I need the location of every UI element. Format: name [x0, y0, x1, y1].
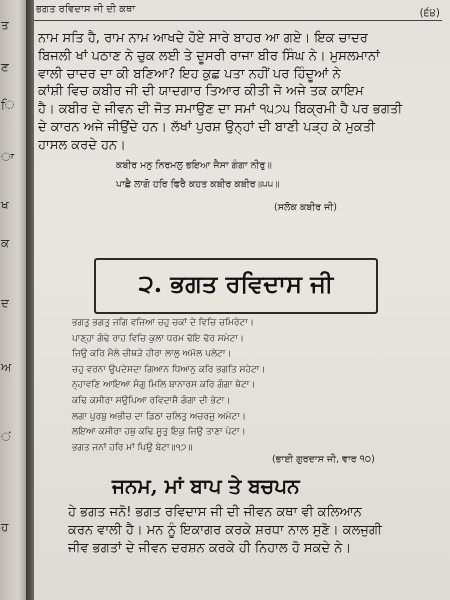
text-line: ਹੇ ਭਗਤ ਜਨੋ! ਭਗਤ ਰਵਿਦਾਸ ਜੀ ਦੀ ਜੀਵਨ ਕਥਾ ਵੀ ਕਲਿਆਨ [68, 505, 362, 520]
adjacent-page-fragment: ਕ [1, 236, 10, 250]
text-line: ਹਾਸਲ ਕਰਦੇ ਹਨ। [38, 137, 126, 153]
verse-line: ਕਢਿ ਕਸੀਰਾ ਸਉਪਿਆ ਰਵਿਦਾਸੈ ਗੰਗਾ ਦੀ ਭੇਟਾ। [72, 395, 231, 406]
paragraph-birth [68, 504, 438, 558]
page-header [34, 4, 450, 22]
bhai-gurdas-verse [72, 316, 265, 456]
paragraph-kabir-ending [38, 30, 438, 155]
verse-line: ਲਇਆ ਕਸੀਰਾ ਹਥੁ ਕਢਿ ਸੂਤੁ ਇਕੁ ਜਿਉ ਤਾਣਾ ਪੇਟਾ। [72, 427, 246, 438]
verse-line: ਲਗਾ ਪੁਰਬੁ ਅਭੀਚ ਦਾ ਡਿਠਾ ਚਲਿਤੁ ਅਚਰਜੁ ਅਮੇਟਾ। [72, 411, 246, 422]
running-title: ਭਗਤ ਰਵਿਦਾਸ ਜੀ ਦੀ ਕਥਾ [36, 4, 136, 15]
text-line: ਨਾਮ ਸਤਿ ਹੈ, ਰਾਮ ਨਾਮ ਆਖਦੇ ਹੋਏ ਸਾਰੇ ਬਾਹਰ ਆ ਗਏ। ਇਕ ਚਾਦਰ [38, 31, 368, 46]
page-number: (੬੪) [419, 6, 440, 19]
adjacent-page-fragment: ਖ [1, 198, 9, 212]
adjacent-page [0, 0, 26, 600]
kabir-salok-verse [116, 156, 280, 194]
verse-line: ਕਬੀਰ ਮਨੁ ਨਿਰਮਲੁ ਭਇਆ ਜੈਸਾ ਗੰਗਾ ਨੀਰੁ॥ [116, 160, 272, 171]
verse-line: ਭਗਤ ਜਨਾਂ ਹਰਿ ਮਾਂ ਪਿਉ ਬੇਟਾ॥੧੭॥ [72, 442, 193, 453]
verse-line: ਚਹੁ ਵਰਨਾ ਉਪਦੇਸਦਾ ਗਿਆਨ ਧਿਆਨੁ ਕਰਿ ਭਗਤਿ ਸਹੇਟਾ। [72, 364, 266, 375]
book-page [34, 0, 450, 600]
text-line: ਦੇ ਕਾਰਨ ਅਜੇ ਜੀਉਂਦੇ ਹਨ। ਲੱਖਾਂ ਪੁਰਸ਼ ਉਨ੍ਹਾਂ ਦੀ ਬਾਣੀ ਪੜ੍ਹ ਕੇ ਮੁਕਤੀ [38, 119, 376, 135]
adjacent-page-fragment: ਦ [1, 296, 9, 310]
text-line: ਜੀਵ ਭਗਤਾਂ ਦੇ ਜੀਵਨ ਦਰਸ਼ਨ ਕਰਕੇ ਹੀ ਨਿਹਾਲ ਹੋ ਸਕਦੇ ਨੇ। [68, 541, 352, 556]
verse-line: ਭਗਤੁ ਭਗਤੁ ਜਗਿ ਵਜਿਆ ਚਹੁ ਚਕਾਂ ਦੇ ਵਿਚਿ ਚਮਿਰੇਟਾ। [72, 318, 254, 328]
verse-line: ਪਾਣ੍ਹਾ ਗੰਢੇ ਰਾਹ ਵਿਚਿ ਕੁਲਾ ਧਰਮ ਢੋਇ ਢੋਰ ਸਮੇਟਾ। [72, 333, 244, 344]
header-rule [34, 20, 442, 21]
verse-line: ਪਾਛੈ ਲਾਗੋ ਹਰਿ ਫਿਰੈ ਕਹਤ ਕਬੀਰ ਕਬੀਰ॥੫੫॥ [116, 179, 280, 190]
book-gutter [26, 0, 34, 600]
text-line: ਕਾਂਸ਼ੀ ਵਿਚ ਕਬੀਰ ਜੀ ਦੀ ਯਾਦਗਾਰ ਤਿਆਰ ਕੀਤੀ ਜੋ ਅਜੇ ਤਕ ਕਾਇਮ [38, 84, 364, 100]
adjacent-page-fragment: ਹ [1, 520, 9, 534]
adjacent-page-fragment: ਿ [1, 98, 15, 112]
adjacent-page-fragment: ਅ [1, 360, 12, 374]
verse-line: ਜਿਉ ਕਰਿ ਮੈਲੇ ਚੀਥੜੇ ਹੀਰਾ ਲਾਲੁ ਅਮੋਲ ਪਲੇਟਾ। [72, 349, 232, 360]
adjacent-page-fragment: ਤ [1, 18, 9, 32]
adjacent-page-fragment: ਂ [1, 430, 11, 444]
verse-citation: (ਭਾਈ ਗੁਰਦਾਸ ਜੀ, ਵਾਰ ੧੦) [272, 454, 375, 465]
adjacent-page-fragment: ਾ [1, 150, 15, 164]
verse-citation: (ਸਲੋਕ ਕਬੀਰ ਜੀ) [274, 202, 337, 213]
text-line: ਬਿਜਲੀ ਖਾਂ ਪਠਾਣ ਨੇ ਚੁਕ ਲਈ ਤੇ ਦੂਸਰੀ ਰਾਜਾ ਬੀਰ ਸਿੰਘ ਨੇ। ਮੁਸਲਮਾਨਾਂ [38, 48, 380, 64]
text-line: ਹੈ। ਕਬੀਰ ਦੇ ਜੀਵਨ ਦੀ ਜੋਤ ਸਮਾਉਣ ਦਾ ਸਮਾਂ ੧੫੭੫ ਬਿਕ੍ਰਮੀ ਹੈ ਪਰ ਭਗਤੀ [38, 102, 403, 118]
text-line: ਕਰਨ ਵਾਲੀ ਹੈ। ਮਨ ਨੂੰ ਇਕਾਗਰ ਕਰਕੇ ਸ਼ਰਧਾ ਨਾਲ ਸੁਣੋ। ਕਲਜੁਗੀ [68, 523, 382, 538]
text-line: ਵਾਲੀ ਚਾਦਰ ਦਾ ਕੀ ਬਣਿਆ? ਇਹ ਕੁਛ ਪਤਾ ਨਹੀਂ ਪਰ ਹਿੰਦੂਆਂ ਨੇ [38, 66, 341, 82]
chapter-heading: ੨. ਭਗਤ ਰਵਿਦਾਸ ਜੀ [94, 258, 378, 314]
verse-line: ਨ੍ਹਾਵਣਿ ਆਇਆ ਸੰਗੁ ਮਿਲਿ ਬਾਨਾਰਸ ਕਰਿ ਗੰਗਾ ਥੇਟਾ। [72, 380, 256, 391]
adjacent-page-fragment: ਣ [1, 60, 9, 74]
section-heading: ਜਨਮ, ਮਾਂ ਬਾਪ ਤੇ ਬਚਪਨ [112, 474, 300, 498]
